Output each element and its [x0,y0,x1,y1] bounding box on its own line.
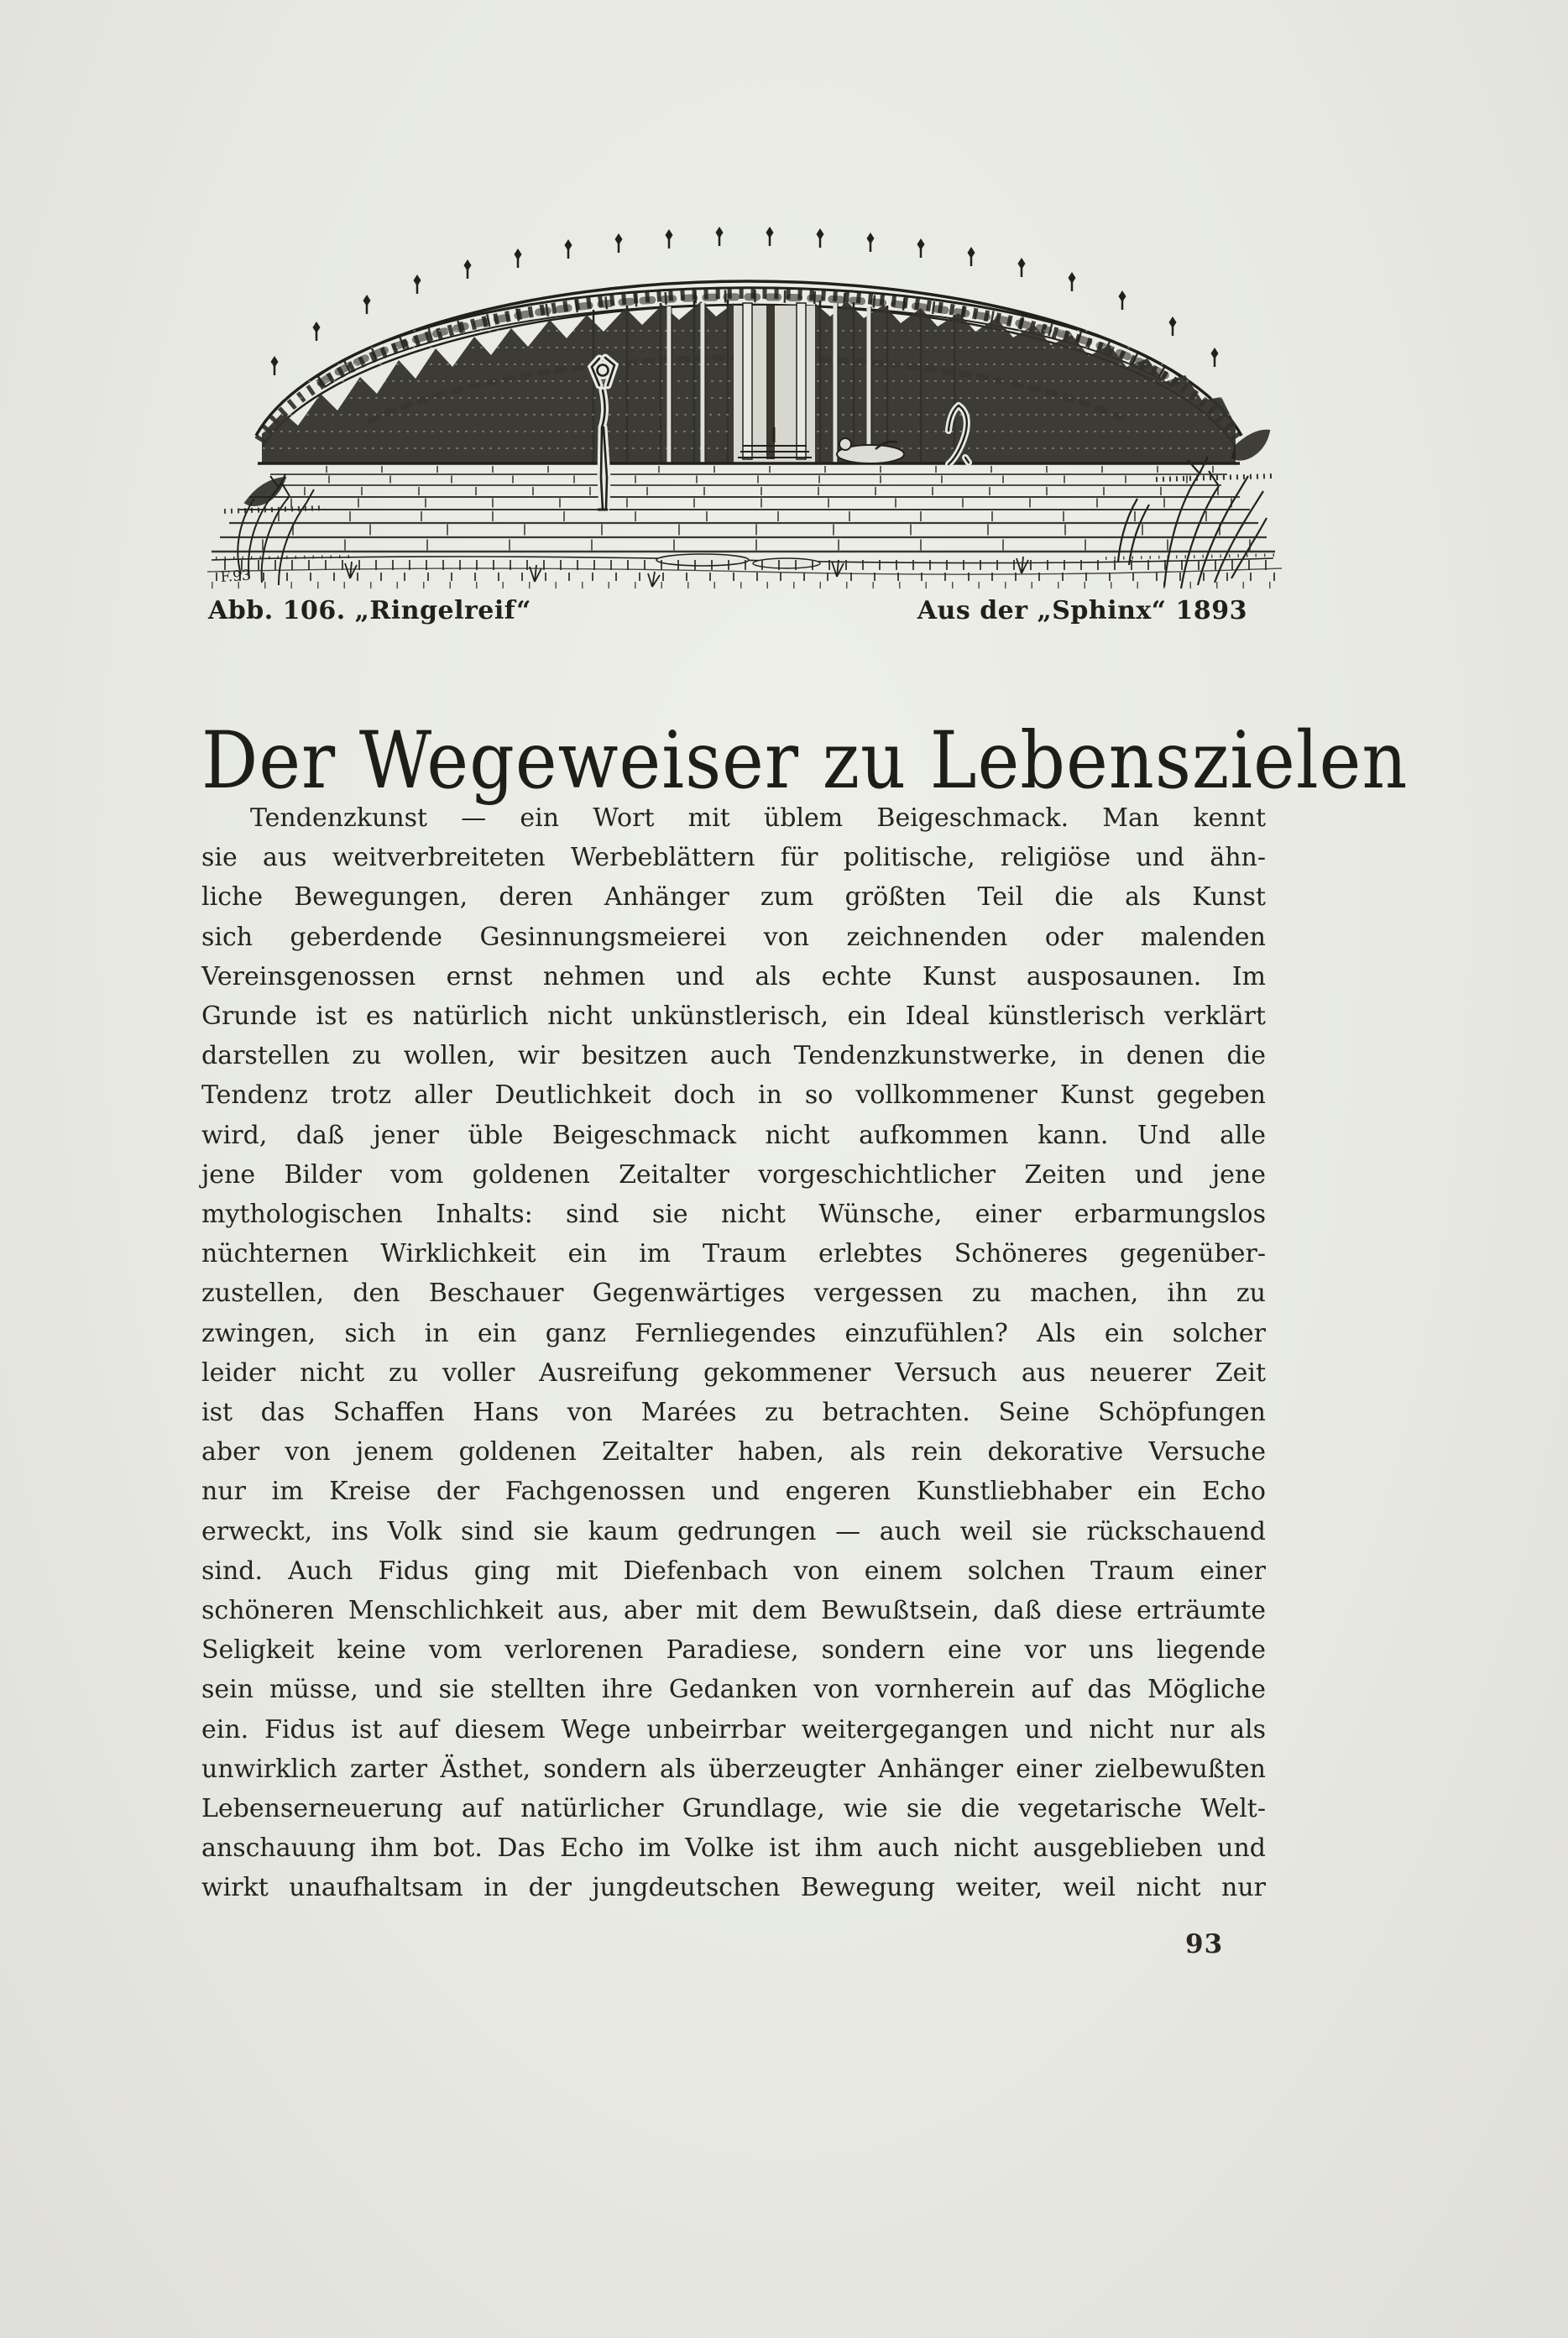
text-line: Vereinsgenossen ernst nehmen und als echte Kunst ausposaunen. Im [201,961,1266,991]
text-line: Tendenzkunst — ein Wort mit üblem Beigeschmack. Man kennt [250,803,1266,833]
text-line: aber von jenem goldenen Zeitalter haben, als rein dekorative Versuche [201,1437,1266,1467]
chapter-title: Der Wegeweiser zu Lebenszielen [201,714,1409,807]
text-line: wird, daß jener üble Beigeschmack nicht aufkommen kann. Und alle [201,1120,1266,1150]
page-number: 93 [1185,1929,1224,1959]
figure-caption-right: Aus der „Sphinx“ 1893 [917,596,1247,625]
ringelreif-illustration [199,225,1299,592]
text-line: darstellen zu wollen, wir besitzen auch Tendenzkunstwerke, in denen die [201,1041,1266,1071]
figure-caption-left: Abb. 106. „Ringelreif“ [208,596,531,625]
text-line: anschauung ihm bot. Das Echo im Volke ist ihm auch nicht ausgeblieben und [201,1833,1266,1864]
text-line: zustellen, den Beschauer Gegenwärtiges vergessen zu machen, ihn zu [201,1279,1266,1309]
text-line: ein. Fidus ist auf diesem Wege unbeirrbar weitergegangen und nicht nur als [201,1714,1266,1744]
text-line: Grunde ist es natürlich nicht unkünstlerisch, ein Ideal künstlerisch verklärt [201,1002,1266,1032]
text-line: nüchternen Wirklichkeit ein im Traum erlebtes Schöneres gegenüber- [201,1239,1266,1269]
text-line: schöneren Menschlichkeit aus, aber mit dem Bewußtsein, daß diese erträumte [201,1596,1266,1626]
text-line: sie aus weitverbreiteten Werbeblättern für politische, religiöse und ähn- [201,843,1266,873]
text-line: Seligkeit keine vom verlorenen Paradiese, sondern eine vor uns liegende [201,1635,1266,1666]
text-line: leider nicht zu voller Ausreifung gekommener Versuch aus neuerer Zeit [201,1357,1266,1388]
text-line: Lebenserneuerung auf natürlicher Grundlage, wie sie die vegetarische Welt- [201,1794,1266,1824]
text-line: sein müsse, und sie stellten ihre Gedanken von vornherein auf das Mögliche [201,1675,1266,1705]
text-line: wirkt unaufhaltsam in der jungdeutschen Bewegung weiter, weil nicht nur [201,1873,1266,1903]
text-line: ist das Schaffen Hans von Marées zu betrachten. Seine Schöpfungen [201,1398,1266,1428]
text-line: nur im Kreise der Fachgenossen und engeren Kunstliebhaber ein Echo [201,1477,1266,1507]
figure-caption-row [208,596,1247,625]
text-line: sind. Auch Fidus ging mit Diefenbach von einem solchen Traum einer [201,1556,1266,1586]
artist-signature: F.93 [219,567,252,586]
text-line: sich geberdende Gesinnungsmeierei von zeichnenden oder malenden [201,922,1266,952]
body-paragraph [201,798,1266,1908]
text-line: mythologischen Inhalts: sind sie nicht Wünsche, einer erbarmungslos [201,1200,1266,1230]
text-line: jene Bilder vom goldenen Zeitalter vorgeschichtlicher Zeiten und jene [201,1159,1266,1190]
text-line: erweckt, ins Volk sind sie kaum gedrungen — auch weil sie rückschauend [201,1516,1266,1546]
text-line: zwingen, sich in ein ganz Fernliegendes einzufühlen? Als ein solcher [201,1318,1266,1348]
text-line: Tendenz trotz aller Deutlichkeit doch in so vollkommener Kunst gegeben [201,1080,1266,1111]
ringelreif-drawing [199,225,1299,592]
text-line: liche Bewegungen, deren Anhänger zum größten Teil die als Kunst [201,882,1266,913]
text-line: unwirklich zarter Ästhet, sondern als überzeugter Anhänger einer zielbewußten [201,1754,1266,1784]
